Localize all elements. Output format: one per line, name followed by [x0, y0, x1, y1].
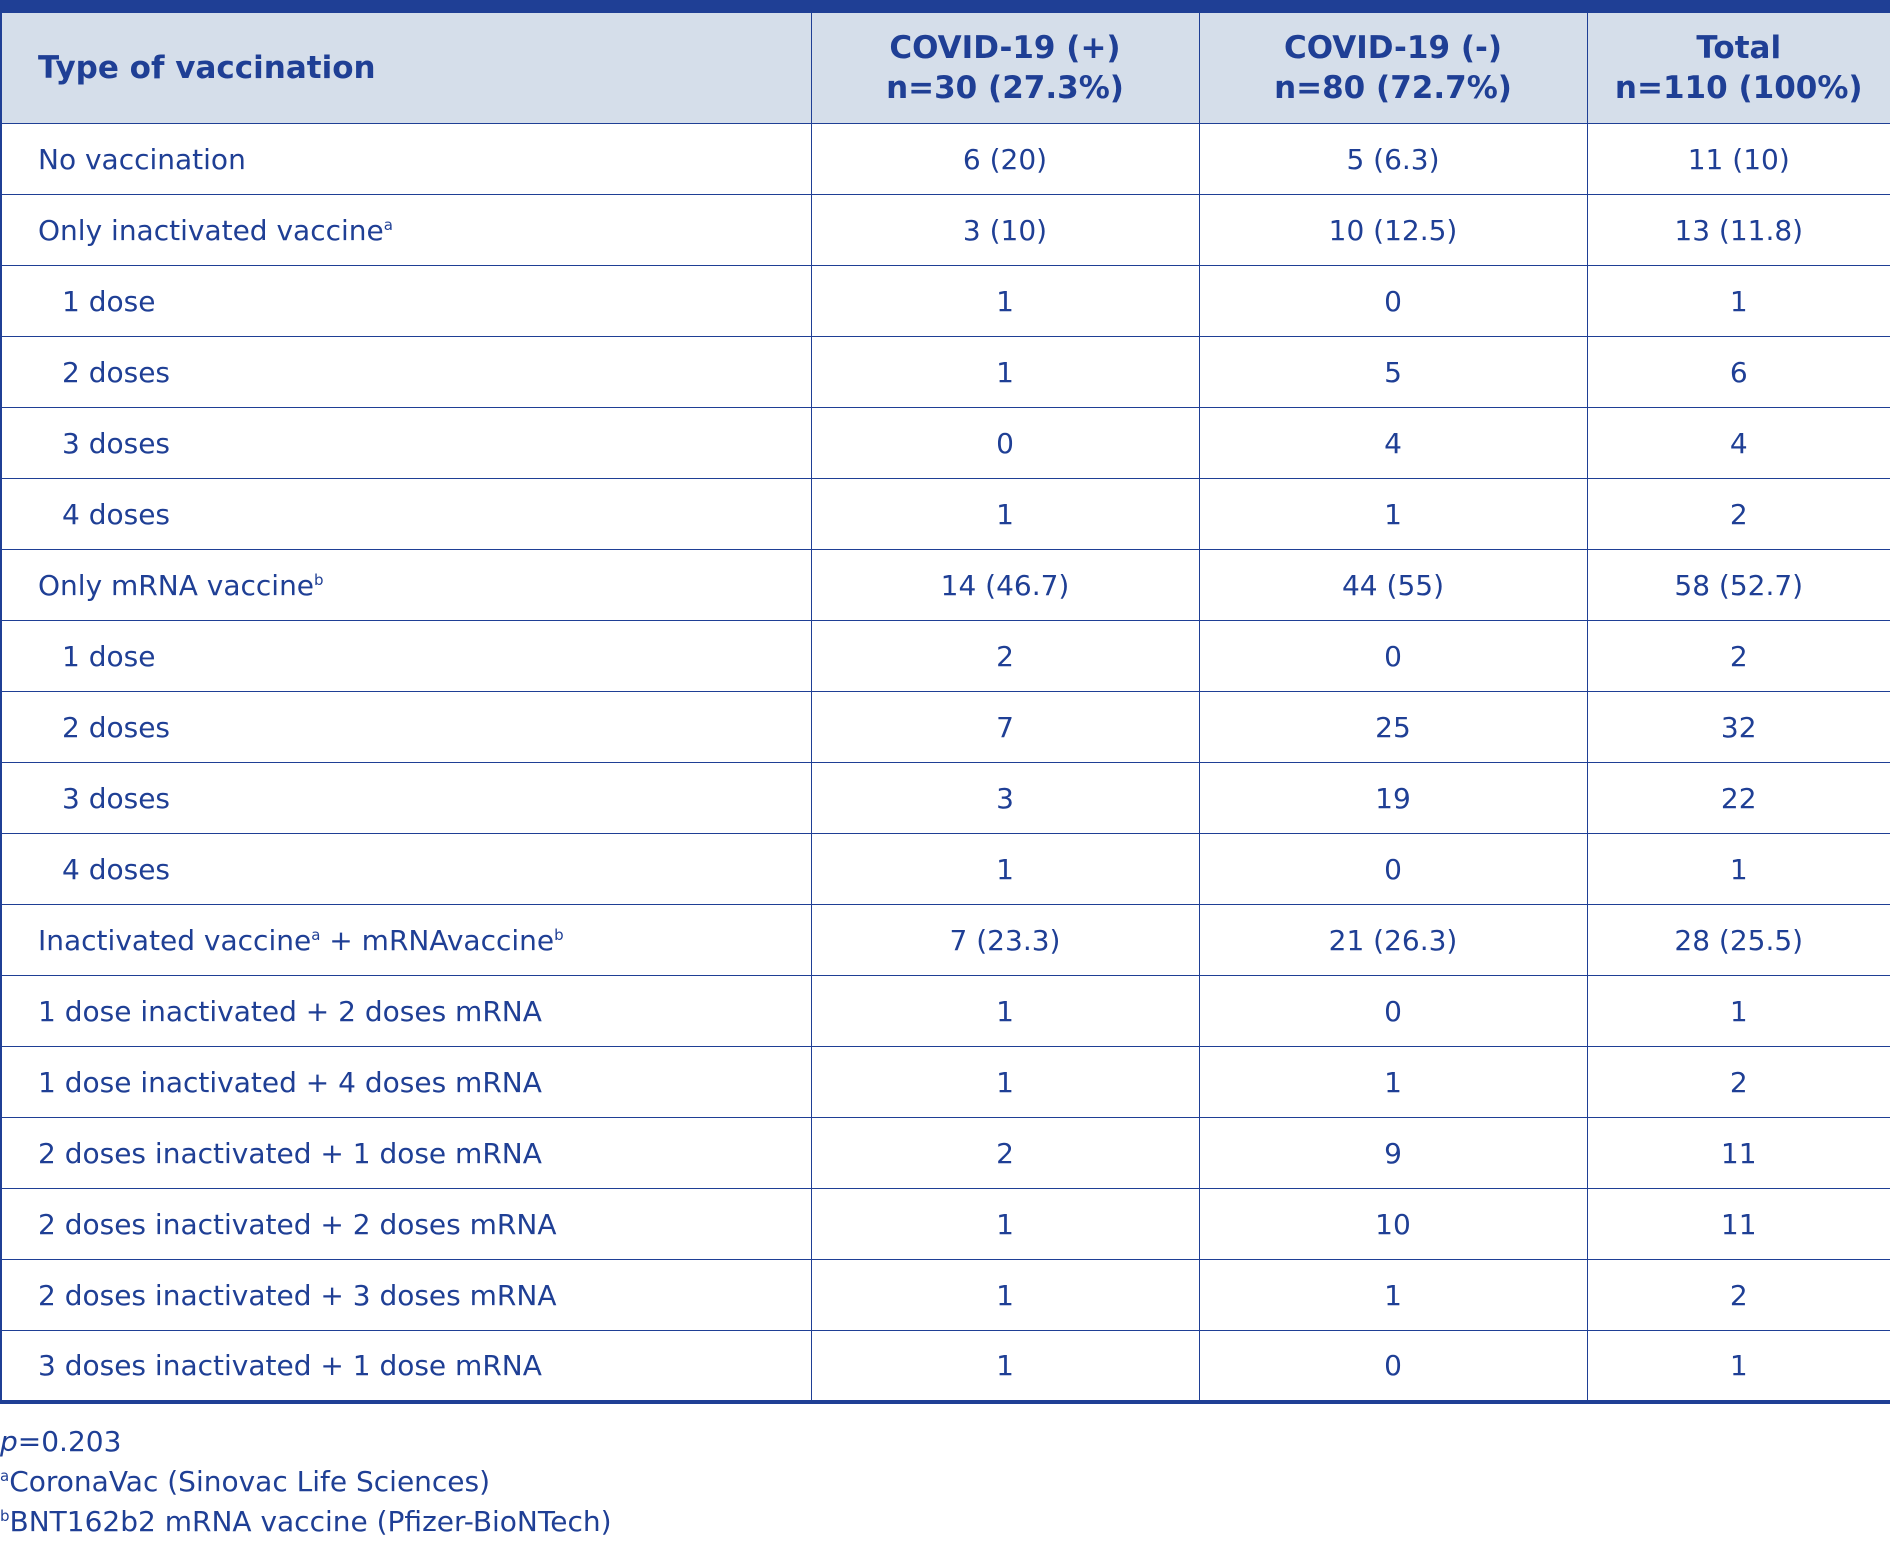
table-row	[1, 266, 1890, 337]
table-row	[1, 1047, 1890, 1118]
table-row	[1, 1260, 1890, 1331]
cell-total: 13 (11.8)	[1587, 195, 1890, 266]
row-label	[1, 337, 811, 408]
table-row	[1, 834, 1890, 905]
row-label-text: Only inactivated vaccine	[38, 213, 384, 247]
footnote-a-mark: a	[0, 1466, 10, 1485]
cell-covid-positive: 1	[811, 1331, 1199, 1402]
cell-total: 2	[1587, 1260, 1890, 1331]
row-label	[1, 124, 811, 195]
cell-total: 1	[1587, 266, 1890, 337]
footnote-marker: b	[554, 925, 564, 944]
cell-covid-positive: 2	[811, 621, 1199, 692]
row-label-text: 1 dose	[62, 639, 156, 673]
header-covid-positive-title: COVID-19 (+)	[889, 30, 1121, 66]
p-value-note	[0, 1422, 1890, 1462]
table-row	[1, 905, 1890, 976]
cell-covid-positive: 6 (20)	[811, 124, 1199, 195]
cell-covid-negative: 1	[1199, 1047, 1587, 1118]
cell-covid-negative: 10	[1199, 1189, 1587, 1260]
table-row	[1, 337, 1890, 408]
cell-total: 2	[1587, 479, 1890, 550]
header-row	[1, 13, 1890, 124]
table-row	[1, 1331, 1890, 1402]
cell-covid-positive: 1	[811, 479, 1199, 550]
header-covid-negative-title: COVID-19 (-)	[1283, 30, 1503, 66]
row-label	[1, 1260, 811, 1331]
row-label-text: 4 doses	[62, 852, 171, 886]
row-label	[1, 905, 811, 976]
cell-covid-positive: 7	[811, 692, 1199, 763]
table-row	[1, 479, 1890, 550]
row-label	[1, 621, 811, 692]
cell-covid-positive: 1	[811, 1260, 1199, 1331]
row-label-text: 4 doses	[62, 497, 171, 531]
cell-covid-positive: 1	[811, 1047, 1199, 1118]
cell-covid-negative: 19	[1199, 763, 1587, 834]
cell-covid-positive: 2	[811, 1118, 1199, 1189]
table-top-rule	[0, 0, 1890, 12]
table-row	[1, 550, 1890, 621]
row-label	[1, 1047, 811, 1118]
cell-covid-negative: 1	[1199, 479, 1587, 550]
row-label	[1, 1118, 811, 1189]
table-body	[1, 124, 1890, 1402]
cell-covid-negative: 0	[1199, 621, 1587, 692]
cell-covid-positive: 1	[811, 337, 1199, 408]
cell-covid-negative: 0	[1199, 1331, 1587, 1402]
cell-total: 11	[1587, 1118, 1890, 1189]
footnote-a-text: CoronaVac (Sinovac Life Sciences)	[9, 1464, 491, 1498]
row-label-text: 2 doses	[62, 355, 171, 389]
row-label	[1, 834, 811, 905]
p-symbol: p	[0, 1424, 18, 1458]
cell-total: 1	[1587, 834, 1890, 905]
header-type-of-vaccination: Type of vaccination	[1, 13, 811, 124]
cell-covid-positive: 7 (23.3)	[811, 905, 1199, 976]
row-label-text-continued: + mRNAvaccine	[320, 923, 555, 957]
cell-total: 4	[1587, 408, 1890, 479]
cell-covid-positive: 3 (10)	[811, 195, 1199, 266]
vaccination-table	[0, 12, 1890, 1404]
header-total	[1587, 13, 1890, 124]
row-label-text: 1 dose inactivated + 2 doses mRNA	[38, 994, 542, 1028]
cell-covid-positive: 1	[811, 976, 1199, 1047]
cell-covid-negative: 44 (55)	[1199, 550, 1587, 621]
table-row	[1, 763, 1890, 834]
cell-total: 1	[1587, 976, 1890, 1047]
cell-total: 2	[1587, 621, 1890, 692]
cell-total: 1	[1587, 1331, 1890, 1402]
cell-total: 11 (10)	[1587, 124, 1890, 195]
cell-covid-negative: 4	[1199, 408, 1587, 479]
row-label-text: 2 doses	[62, 710, 171, 744]
row-label-text: 2 doses inactivated + 2 doses mRNA	[38, 1207, 557, 1241]
row-label	[1, 195, 811, 266]
row-label	[1, 763, 811, 834]
cell-covid-negative: 1	[1199, 1260, 1587, 1331]
cell-covid-negative: 9	[1199, 1118, 1587, 1189]
cell-covid-positive: 1	[811, 266, 1199, 337]
cell-covid-negative: 0	[1199, 976, 1587, 1047]
row-label-text: No vaccination	[38, 142, 246, 176]
table-row	[1, 621, 1890, 692]
row-label-text: Inactivated vaccine	[38, 923, 312, 957]
cell-total: 6	[1587, 337, 1890, 408]
row-label	[1, 692, 811, 763]
row-label-text: 3 doses	[62, 426, 171, 460]
table-row	[1, 692, 1890, 763]
footnote-b-mark: b	[0, 1506, 10, 1525]
cell-total: 32	[1587, 692, 1890, 763]
cell-total: 58 (52.7)	[1587, 550, 1890, 621]
header-covid-negative-n: n=80 (72.7%)	[1274, 70, 1512, 106]
table-row	[1, 1189, 1890, 1260]
header-covid-negative	[1199, 13, 1587, 124]
row-label	[1, 976, 811, 1047]
row-label	[1, 266, 811, 337]
row-label-text: 2 doses inactivated + 3 doses mRNA	[38, 1278, 557, 1312]
footnote-a	[0, 1462, 1890, 1502]
row-label	[1, 408, 811, 479]
cell-total: 22	[1587, 763, 1890, 834]
row-label-text: Only mRNA vaccine	[38, 568, 315, 602]
footnote-marker: b	[314, 570, 324, 589]
header-covid-positive	[811, 13, 1199, 124]
table-row	[1, 1118, 1890, 1189]
cell-covid-negative: 0	[1199, 266, 1587, 337]
row-label-text: 1 dose inactivated + 4 doses mRNA	[38, 1065, 542, 1099]
row-label	[1, 479, 811, 550]
cell-covid-negative: 5	[1199, 337, 1587, 408]
header-total-title: Total	[1696, 30, 1782, 66]
row-label	[1, 1331, 811, 1402]
footnote-marker: a	[383, 215, 393, 234]
row-label	[1, 1189, 811, 1260]
cell-covid-positive: 1	[811, 834, 1199, 905]
cell-covid-negative: 21 (26.3)	[1199, 905, 1587, 976]
header-covid-positive-n: n=30 (27.3%)	[886, 70, 1124, 106]
table-row	[1, 408, 1890, 479]
table-row	[1, 195, 1890, 266]
row-label-text: 1 dose	[62, 284, 156, 318]
footnote-marker: a	[311, 925, 321, 944]
header-total-n: n=110 (100%)	[1614, 70, 1863, 106]
cell-covid-positive: 1	[811, 1189, 1199, 1260]
row-label	[1, 550, 811, 621]
row-label-text: 3 doses	[62, 781, 171, 815]
table-row	[1, 124, 1890, 195]
cell-covid-negative: 5 (6.3)	[1199, 124, 1587, 195]
footnote-b-text: BNT162b2 mRNA vaccine (Pfizer-BioNTech)	[9, 1504, 612, 1538]
cell-covid-positive: 0	[811, 408, 1199, 479]
row-label-text: 3 doses inactivated + 1 dose mRNA	[38, 1348, 542, 1382]
cell-covid-negative: 0	[1199, 834, 1587, 905]
cell-total: 28 (25.5)	[1587, 905, 1890, 976]
cell-total: 11	[1587, 1189, 1890, 1260]
cell-total: 2	[1587, 1047, 1890, 1118]
cell-covid-negative: 10 (12.5)	[1199, 195, 1587, 266]
footnote-b	[0, 1502, 1890, 1542]
p-value: =0.203	[17, 1424, 122, 1458]
cell-covid-positive: 14 (46.7)	[811, 550, 1199, 621]
table-footnotes	[0, 1404, 1890, 1542]
cell-covid-negative: 25	[1199, 692, 1587, 763]
cell-covid-positive: 3	[811, 763, 1199, 834]
row-label-text: 2 doses inactivated + 1 dose mRNA	[38, 1136, 542, 1170]
table-row	[1, 976, 1890, 1047]
